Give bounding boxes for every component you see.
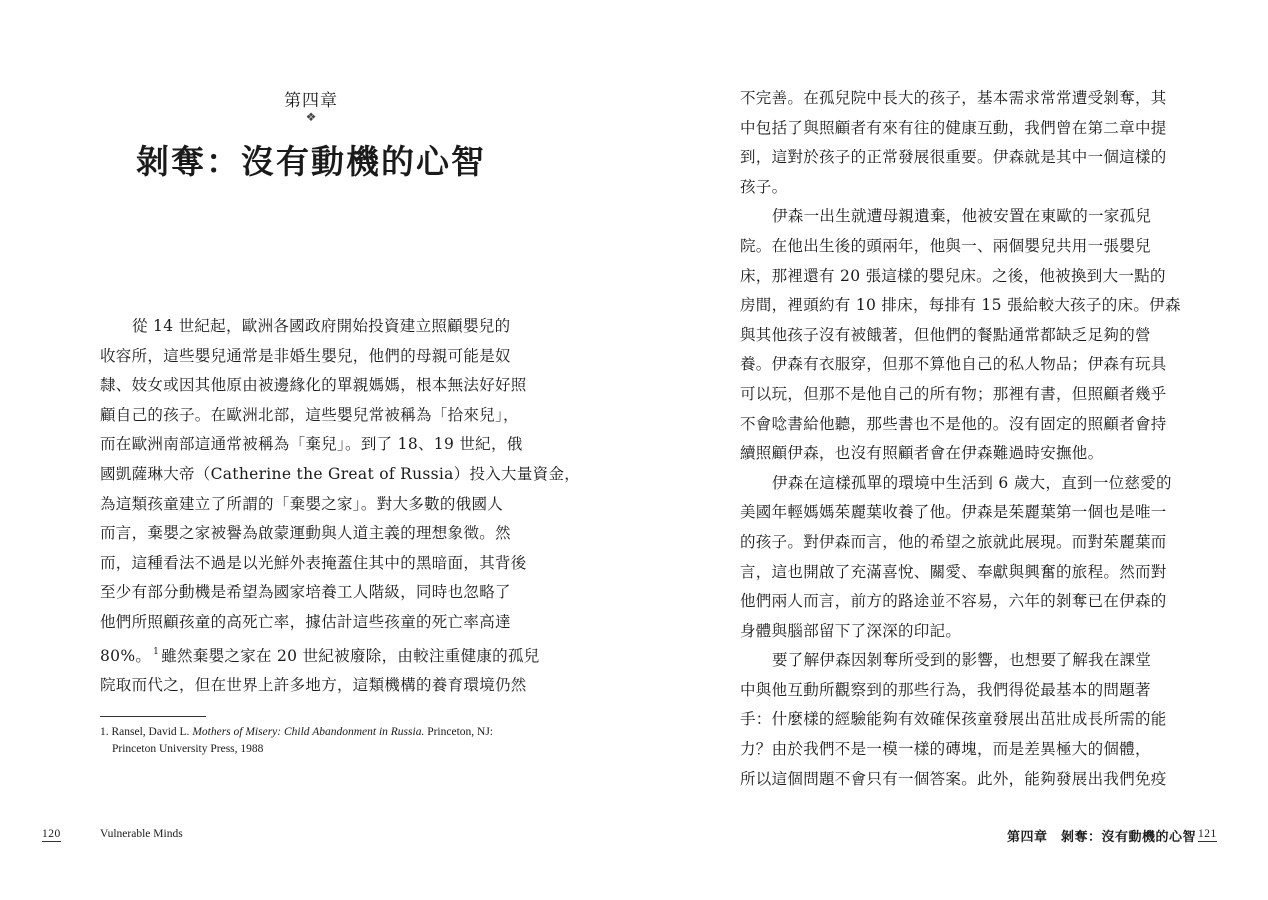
footnote-publisher-b: Princeton University Press, 1988 bbox=[112, 743, 264, 755]
body-line: 至少有部分動機是希望為國家培養工人階級，同時也忽略了 bbox=[100, 583, 511, 602]
body-line: 院取而代之，但在世界上許多地方，這類機構的養育環境仍然 bbox=[100, 676, 527, 695]
body-line: 他們兩人而言，前方的路途並不容易，六年的剝奪已在伊森的 bbox=[740, 592, 1167, 611]
body-line: 床，那裡還有 20 張這樣的嬰兒床。之後，他被換到大一點的 bbox=[740, 266, 1166, 285]
body-line: 他們所照顧孩童的高死亡率，據估計這些孩童的死亡率高達 bbox=[100, 612, 511, 631]
body-line: 從 14 世紀起，歐洲各國政府開始投資建立照顧嬰兒的 bbox=[132, 317, 511, 335]
body-line: 收容所，這些嬰兒通常是非婚生嬰兒，他們的母親可能是奴 bbox=[100, 346, 511, 365]
body-line: 身體與腦部留下了深深的印記。 bbox=[740, 621, 962, 640]
body-line: 孩子。 bbox=[740, 177, 788, 196]
body-line: 要了解伊森因剝奪所受到的影響，也想要了解我在課堂 bbox=[772, 651, 1152, 670]
running-head-chapter: 第四章 剝奪：沒有動機的心智 bbox=[1007, 830, 1197, 845]
body-line: 養。伊森有衣服穿，但那不算他自己的私人物品；伊森有玩具 bbox=[740, 355, 1167, 374]
body-line-fragment: 80%。 bbox=[100, 646, 152, 665]
body-line: 隸、妓女或因其他原由被邊緣化的單親媽媽，根本無法好好照 bbox=[100, 376, 527, 395]
body-line: 為這類孩童建立了所謂的「棄嬰之家」。對大多數的俄國人 bbox=[100, 494, 504, 513]
body-line: 不完善。在孤兒院中長大的孩子，基本需求常常遭受剝奪，其 bbox=[740, 89, 1167, 107]
page-number-left: 120 bbox=[42, 828, 61, 840]
left-body-text bbox=[100, 312, 581, 701]
body-line: 顧自己的孩子。在歐洲北部，這些嬰兒常被稱為「拾來兒」， bbox=[100, 405, 519, 424]
body-line: 言，這也開啟了充滿喜悅、關愛、奉獻與興奮的旅程。然而對 bbox=[740, 562, 1167, 581]
ornament-icon: ❖ bbox=[305, 110, 317, 124]
body-line: 美國年輕媽媽茱麗葉收養了他。伊森是茱麗葉第一個也是唯一 bbox=[740, 503, 1167, 522]
body-line: 伊森在這樣孤單的環境中生活到 6 歲大，直到一位慈愛的 bbox=[772, 473, 1172, 492]
body-line: 而，這種看法不過是以光鮮外表掩蓋住其中的黑暗面，其背後 bbox=[100, 553, 527, 572]
body-line: 手：什麼樣的經驗能夠有效確保孩童發展出茁壯成長所需的能 bbox=[740, 710, 1167, 729]
body-line: 房間，裡頭約有 10 排床，每排有 15 張給較大孩子的床。伊森 bbox=[740, 296, 1181, 315]
body-line-with-footnote bbox=[100, 638, 540, 672]
body-line: 可以玩，但那不是他自己的所有物；那裡有書，但照顧者幾乎 bbox=[740, 384, 1167, 403]
body-line: 伊森一出生就遭母親遺棄，他被安置在東歐的一家孤兒 bbox=[772, 207, 1152, 226]
footnote-title: Mothers of Misery: Child Abandonment in Russia. bbox=[192, 726, 425, 738]
footnote bbox=[100, 724, 530, 758]
footnote-divider bbox=[100, 716, 206, 717]
chapter-label: 第四章 bbox=[284, 91, 338, 111]
body-line-fragment: 雖然棄嬰之家在 20 世紀被廢除，由較注重健康的孤兒 bbox=[161, 646, 540, 665]
footnote-author: 1. Ransel, David L. bbox=[100, 726, 190, 738]
body-line: 國凱薩琳大帝（Catherine the Great of Russia）投入大量資金， bbox=[100, 464, 581, 483]
body-line: 中與他互動所觀察到的那些行為，我們得從最基本的問題著 bbox=[740, 680, 1151, 699]
footnote-reference[interactable]: 1 bbox=[153, 646, 160, 657]
body-line: 力？由於我們不是一模一樣的磚塊，而是差異極大的個體， bbox=[740, 740, 1151, 759]
body-line: 不會唸書給他聽，那些書也不是他的。沒有固定的照顧者會持 bbox=[740, 414, 1167, 433]
body-line: 中包括了與照顧者有來有往的健康互動，我們曾在第二章中提 bbox=[740, 118, 1167, 137]
body-line: 的孩子。對伊森而言，他的希望之旅就此展現。而對茱麗葉而 bbox=[740, 532, 1167, 551]
body-line: 院。在他出生後的頭兩年，他與一、兩個嬰兒共用一張嬰兒 bbox=[740, 236, 1151, 255]
body-line: 到，這對於孩子的正常發展很重要。伊森就是其中一個這樣的 bbox=[740, 148, 1167, 167]
body-line: 而在歐洲南部這通常被稱為「棄兒」。到了 18、19 世紀，俄 bbox=[100, 435, 523, 454]
page-number-right: 121 bbox=[1198, 828, 1217, 840]
right-body-text bbox=[740, 84, 1181, 794]
running-head-book-title: Vulnerable Minds bbox=[100, 828, 183, 840]
body-line: 續照顧伊森，也沒有照顧者會在伊森難過時安撫他。 bbox=[740, 444, 1104, 463]
body-line: 而言，棄嬰之家被譽為啟蒙運動與人道主義的理想象徵。然 bbox=[100, 524, 511, 543]
chapter-title: 剝奪：沒有動機的心智 bbox=[136, 142, 486, 181]
body-line: 所以這個問題不會只有一個答案。此外，能夠發展出我們免疫 bbox=[740, 769, 1167, 788]
footnote-publisher-a: Princeton, NJ: bbox=[427, 726, 494, 738]
body-line: 與其他孩子沒有被餓著，但他們的餐點通常都缺乏足夠的營 bbox=[740, 325, 1151, 344]
